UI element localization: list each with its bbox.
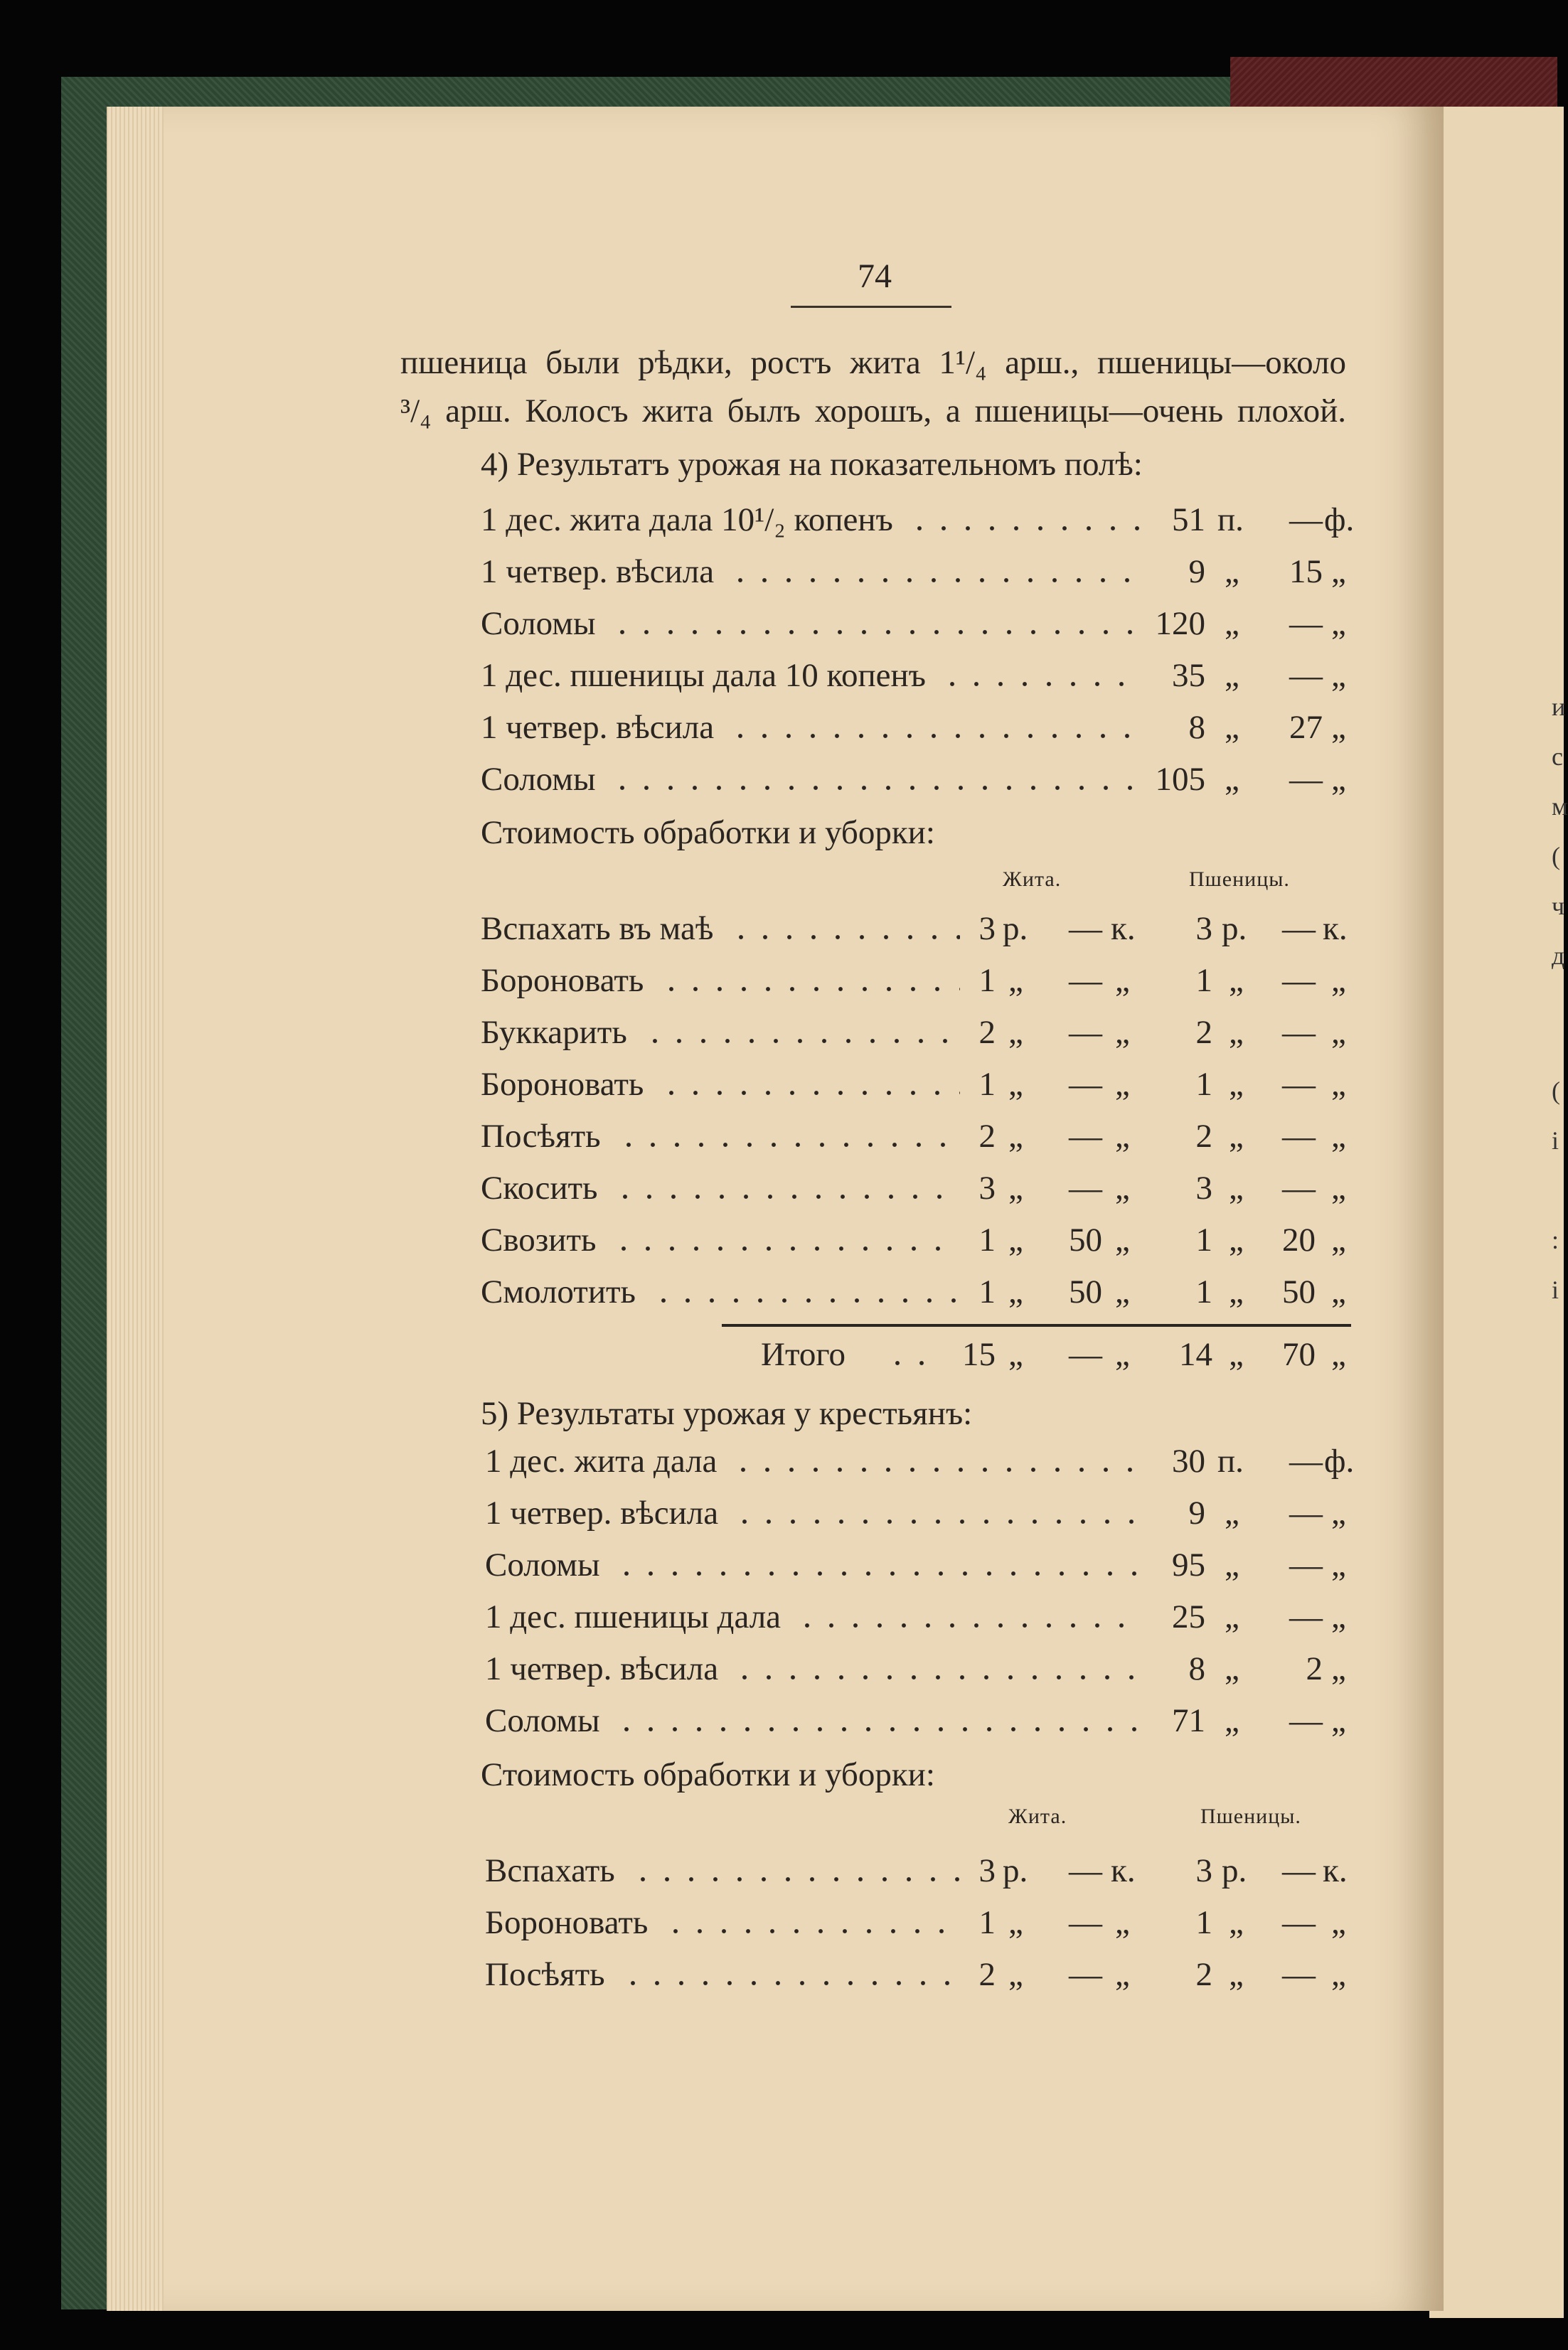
- cost-pshen-unit: „: [1229, 1904, 1244, 1941]
- cost-pshen-unit2: „: [1331, 962, 1346, 999]
- dot-leader: [663, 1929, 960, 1933]
- page-number: 74: [858, 257, 892, 295]
- result-unit-main: „: [1225, 605, 1239, 642]
- cost-label: Бороновать: [481, 962, 644, 999]
- next-page-fragment: ч: [1552, 892, 1565, 920]
- result-unit-main: п.: [1217, 501, 1244, 538]
- total-pshen-rub: 14: [1179, 1336, 1212, 1373]
- cost-zhito-kop: —: [1069, 1014, 1102, 1051]
- result-unit-sub: ф.: [1324, 1443, 1355, 1480]
- result-label: 1 четвер. вѣсила: [481, 709, 715, 746]
- cost-label: Посѣять: [485, 1956, 605, 1993]
- cost-zhito-unit2: „: [1115, 1014, 1130, 1051]
- result-label: Соломы: [481, 605, 596, 642]
- dot-leader: [614, 1571, 1141, 1576]
- dot-leader: [885, 1361, 942, 1365]
- result-value-sub: —: [1289, 1702, 1323, 1739]
- result-value-main: 8: [1188, 1650, 1205, 1687]
- cost-pshen-unit2: „: [1331, 1118, 1346, 1155]
- cost-zhito-rub: 2: [978, 1118, 996, 1155]
- cost-pshen-unit2: „: [1331, 1222, 1346, 1259]
- result-value-sub: 15: [1289, 553, 1323, 590]
- cost-zhito-rub: 1: [978, 1273, 996, 1310]
- cost-label: Вспахать: [485, 1852, 615, 1889]
- cost-zhito-unit: р.: [1003, 910, 1028, 947]
- dot-leader: [621, 1981, 960, 1985]
- result-value-sub: —: [1289, 605, 1323, 642]
- cost-pshen-rub: 1: [1195, 1273, 1212, 1310]
- result-unit-sub: „: [1331, 1702, 1346, 1739]
- result-value-main: 105: [1155, 761, 1205, 798]
- result-value-main: 9: [1188, 553, 1205, 590]
- result-unit-sub: „: [1331, 657, 1346, 694]
- result-value-main: 25: [1172, 1598, 1205, 1635]
- cost-zhito-kop: —: [1069, 1118, 1102, 1155]
- cost-zhito-unit: „: [1008, 1066, 1023, 1103]
- result-unit-main: „: [1225, 1547, 1239, 1583]
- result-value-main: 30: [1172, 1443, 1205, 1480]
- section5-col-pshenitsa: Пшеницы.: [1200, 1805, 1301, 1828]
- result-value-sub: —: [1289, 501, 1323, 538]
- result-label: 1 дес. жита дала 10¹/₂ копенъ: [481, 501, 893, 538]
- result-value-sub: —: [1289, 761, 1323, 798]
- result-label: 1 дес. пшеницы дала: [485, 1598, 782, 1635]
- cost-zhito-rub: 3: [978, 1852, 996, 1889]
- cost-zhito-unit2: „: [1115, 1273, 1130, 1310]
- next-page-fragment: д: [1552, 941, 1565, 970]
- dot-leader: [795, 1623, 1141, 1628]
- dot-leader: [728, 734, 1141, 738]
- total-zhito-rub: 15: [962, 1336, 996, 1373]
- cost-zhito-rub: 2: [978, 1014, 996, 1051]
- result-unit-sub: „: [1331, 553, 1346, 590]
- cost-pshen-rub: 3: [1195, 910, 1212, 947]
- cost-pshen-unit: „: [1229, 1273, 1244, 1310]
- cost-pshen-unit2: „: [1331, 1904, 1346, 1941]
- cost-pshen-unit2: „: [1331, 1956, 1346, 1993]
- cost-label: Буккарить: [481, 1014, 627, 1051]
- next-page-fragment: и: [1552, 693, 1566, 721]
- cost-zhito-unit: „: [1008, 1904, 1023, 1941]
- dot-leader: [732, 1675, 1141, 1679]
- result-unit-main: „: [1225, 761, 1239, 798]
- cost-pshen-unit: „: [1229, 1170, 1244, 1207]
- result-label: 1 четвер. вѣсила: [481, 553, 715, 590]
- total-rule: [722, 1324, 1351, 1327]
- result-value-sub: —: [1289, 657, 1323, 694]
- cost-zhito-unit2: „: [1115, 1904, 1130, 1941]
- cost-zhito-rub: 3: [978, 910, 996, 947]
- cost-pshen-kop: —: [1282, 1904, 1316, 1941]
- result-value-sub: —: [1289, 1598, 1323, 1635]
- section5-cost-heading: Стоимость обработки и уборки:: [481, 1756, 935, 1793]
- intro-line-2: ³/₄ арш. Колосъ жита былъ хорошъ, а пшеницы—очень плохой.: [400, 392, 1346, 429]
- cost-pshen-rub: 1: [1195, 962, 1212, 999]
- result-unit-sub: ф.: [1324, 501, 1355, 538]
- cost-zhito-kop: 50: [1069, 1222, 1102, 1259]
- total-pshen-kop: 70: [1282, 1336, 1316, 1373]
- cost-zhito-kop: —: [1069, 910, 1102, 947]
- section4-col-zhito: Жита.: [1003, 867, 1062, 891]
- cost-pshen-rub: 1: [1195, 1904, 1212, 1941]
- cost-pshen-unit: „: [1229, 1014, 1244, 1051]
- result-value-main: 51: [1172, 501, 1205, 538]
- cost-pshen-unit2: „: [1331, 1014, 1346, 1051]
- page-number-rule: [791, 306, 951, 308]
- cost-zhito-unit2: „: [1115, 1118, 1130, 1155]
- cost-zhito-unit: „: [1008, 1170, 1023, 1207]
- dot-leader: [631, 1877, 960, 1881]
- result-unit-main: „: [1225, 657, 1239, 694]
- result-value-sub: —: [1289, 1547, 1323, 1583]
- cost-zhito-kop: —: [1069, 1904, 1102, 1941]
- cost-zhito-unit: „: [1008, 1273, 1023, 1310]
- cost-label: Свозить: [481, 1222, 597, 1259]
- dot-leader: [610, 630, 1141, 634]
- cost-zhito-unit2: к.: [1111, 1852, 1136, 1889]
- cost-zhito-unit2: к.: [1111, 910, 1136, 947]
- cost-pshen-kop: 20: [1282, 1222, 1316, 1259]
- result-unit-sub: „: [1331, 1495, 1346, 1532]
- result-value-sub: —: [1289, 1443, 1323, 1480]
- cost-pshen-rub: 1: [1195, 1066, 1212, 1103]
- result-label: Соломы: [481, 761, 596, 798]
- cost-zhito-rub: 1: [978, 962, 996, 999]
- result-value-main: 71: [1172, 1702, 1205, 1739]
- cost-label: Бороновать: [481, 1066, 644, 1103]
- total-zhito-unit2: „: [1115, 1336, 1130, 1373]
- result-unit-main: „: [1225, 1702, 1239, 1739]
- cost-zhito-unit2: „: [1115, 1170, 1130, 1207]
- next-page-fragment: с: [1552, 742, 1563, 771]
- next-page-fragment: (: [1552, 1077, 1560, 1105]
- cost-zhito-kop: 50: [1069, 1273, 1102, 1310]
- cost-pshen-unit: „: [1229, 1222, 1244, 1259]
- cost-pshen-unit: „: [1229, 962, 1244, 999]
- cost-pshen-kop: —: [1282, 1956, 1316, 1993]
- result-label: Соломы: [485, 1547, 600, 1583]
- cost-zhito-kop: —: [1069, 1066, 1102, 1103]
- result-value-main: 120: [1155, 605, 1205, 642]
- cost-label: Бороновать: [485, 1904, 649, 1941]
- result-unit-sub: „: [1331, 605, 1346, 642]
- cost-pshen-kop: —: [1282, 1118, 1316, 1155]
- cost-label: Скосить: [481, 1170, 598, 1207]
- dot-leader: [659, 1091, 960, 1095]
- cost-zhito-kop: —: [1069, 1956, 1102, 1993]
- cost-pshen-unit: „: [1229, 1118, 1244, 1155]
- dot-leader: [731, 1468, 1141, 1472]
- section5-heading: 5) Результаты урожая у крестьянъ:: [481, 1395, 973, 1432]
- result-unit-main: „: [1225, 1598, 1239, 1635]
- cost-pshen-rub: 2: [1195, 1956, 1212, 1993]
- cost-pshen-unit2: к.: [1323, 910, 1348, 947]
- total-pshen-unit: „: [1229, 1336, 1244, 1373]
- cost-pshen-kop: —: [1282, 1014, 1316, 1051]
- cost-zhito-rub: 2: [978, 1956, 996, 1993]
- intro-line-1: пшеница были рѣдки, ростъ жита 1¹/₄ арш., пшеницы—около: [400, 344, 1346, 381]
- dot-leader: [613, 1195, 960, 1199]
- dot-leader: [614, 1727, 1141, 1731]
- cost-zhito-unit2: „: [1115, 1956, 1130, 1993]
- result-unit-main: „: [1225, 553, 1239, 590]
- dot-leader: [659, 987, 960, 991]
- cost-zhito-rub: 1: [978, 1222, 996, 1259]
- cost-zhito-unit: „: [1008, 962, 1023, 999]
- cost-label: Посѣять: [481, 1118, 601, 1155]
- cost-pshen-kop: —: [1282, 1170, 1316, 1207]
- next-page-fragment: і: [1552, 1126, 1559, 1155]
- cost-pshen-unit: „: [1229, 1956, 1244, 1993]
- cost-zhito-kop: —: [1069, 1170, 1102, 1207]
- result-label: 1 четвер. вѣсила: [485, 1650, 719, 1687]
- result-value-main: 9: [1188, 1495, 1205, 1532]
- cost-zhito-unit2: „: [1115, 1066, 1130, 1103]
- next-page-fragment: і: [1552, 1276, 1559, 1304]
- section4-heading: 4) Результатъ урожая на показательномъ полѣ:: [481, 446, 1143, 483]
- cost-zhito-unit: р.: [1003, 1852, 1028, 1889]
- result-unit-main: „: [1225, 1495, 1239, 1532]
- cost-zhito-unit: „: [1008, 1014, 1023, 1051]
- cost-zhito-unit2: „: [1115, 962, 1130, 999]
- total-label: Итого: [761, 1336, 846, 1373]
- cost-pshen-unit: р.: [1222, 1852, 1247, 1889]
- result-label: Соломы: [485, 1702, 600, 1739]
- cost-zhito-unit: „: [1008, 1118, 1023, 1155]
- cost-pshen-rub: 3: [1195, 1170, 1212, 1207]
- cost-pshen-kop: —: [1282, 910, 1316, 947]
- dot-leader: [728, 578, 1141, 582]
- cost-pshen-unit2: „: [1331, 1273, 1346, 1310]
- dot-leader: [729, 935, 960, 939]
- result-value-sub: 2: [1306, 1650, 1323, 1687]
- dot-leader: [732, 1520, 1141, 1524]
- cost-pshen-unit2: „: [1331, 1066, 1346, 1103]
- result-unit-sub: „: [1331, 709, 1346, 746]
- cost-pshen-unit: р.: [1222, 910, 1247, 947]
- cost-pshen-unit2: „: [1331, 1170, 1346, 1207]
- next-page-fragment: :: [1552, 1226, 1559, 1254]
- result-unit-main: п.: [1217, 1443, 1244, 1480]
- cost-pshen-unit: „: [1229, 1066, 1244, 1103]
- cost-pshen-rub: 2: [1195, 1014, 1212, 1051]
- result-unit-main: „: [1225, 709, 1239, 746]
- cost-pshen-rub: 2: [1195, 1118, 1212, 1155]
- cost-zhito-rub: 1: [978, 1904, 996, 1941]
- cost-zhito-rub: 3: [978, 1170, 996, 1207]
- cost-zhito-kop: —: [1069, 962, 1102, 999]
- result-value-main: 35: [1172, 657, 1205, 694]
- section4-col-pshenitsa: Пшеницы.: [1189, 867, 1290, 891]
- cost-pshen-kop: —: [1282, 962, 1316, 999]
- cost-label: Смолотить: [481, 1273, 636, 1310]
- cost-zhito-unit: „: [1008, 1956, 1023, 1993]
- next-page-fragment: (: [1552, 842, 1560, 870]
- dot-leader: [612, 1246, 960, 1251]
- cost-label: Вспахать въ маѣ: [481, 910, 714, 947]
- cost-zhito-unit: „: [1008, 1222, 1023, 1259]
- cost-zhito-rub: 1: [978, 1066, 996, 1103]
- result-label: 1 четвер. вѣсила: [485, 1495, 719, 1532]
- result-value-main: 8: [1188, 709, 1205, 746]
- result-unit-sub: „: [1331, 761, 1346, 798]
- next-page-fragment: м: [1552, 792, 1568, 821]
- dot-leader: [643, 1039, 960, 1043]
- cost-pshen-rub: 3: [1195, 1852, 1212, 1889]
- dot-leader: [610, 786, 1141, 790]
- cost-pshen-unit2: к.: [1323, 1852, 1348, 1889]
- cost-zhito-kop: —: [1069, 1852, 1102, 1889]
- total-zhito-unit: „: [1008, 1336, 1023, 1373]
- result-label: 1 дес. жита дала: [485, 1443, 718, 1480]
- dot-leader: [617, 1143, 960, 1147]
- result-unit-sub: „: [1331, 1547, 1346, 1583]
- result-unit-sub: „: [1331, 1598, 1346, 1635]
- dot-leader: [651, 1298, 960, 1303]
- cost-pshen-rub: 1: [1195, 1222, 1212, 1259]
- cost-pshen-kop: —: [1282, 1852, 1316, 1889]
- result-value-sub: 27: [1289, 709, 1323, 746]
- cost-zhito-unit2: „: [1115, 1222, 1130, 1259]
- result-value-main: 95: [1172, 1547, 1205, 1583]
- result-unit-main: „: [1225, 1650, 1239, 1687]
- result-value-sub: —: [1289, 1495, 1323, 1532]
- total-pshen-unit2: „: [1331, 1336, 1346, 1373]
- result-label: 1 дес. пшеницы дала 10 копенъ: [481, 657, 926, 694]
- result-unit-sub: „: [1331, 1650, 1346, 1687]
- cost-pshen-kop: —: [1282, 1066, 1316, 1103]
- cost-pshen-kop: 50: [1282, 1273, 1316, 1310]
- section5-col-zhito: Жита.: [1008, 1805, 1067, 1828]
- section4-cost-heading: Стоимость обработки и уборки:: [481, 814, 935, 851]
- total-zhito-kop: —: [1069, 1336, 1102, 1373]
